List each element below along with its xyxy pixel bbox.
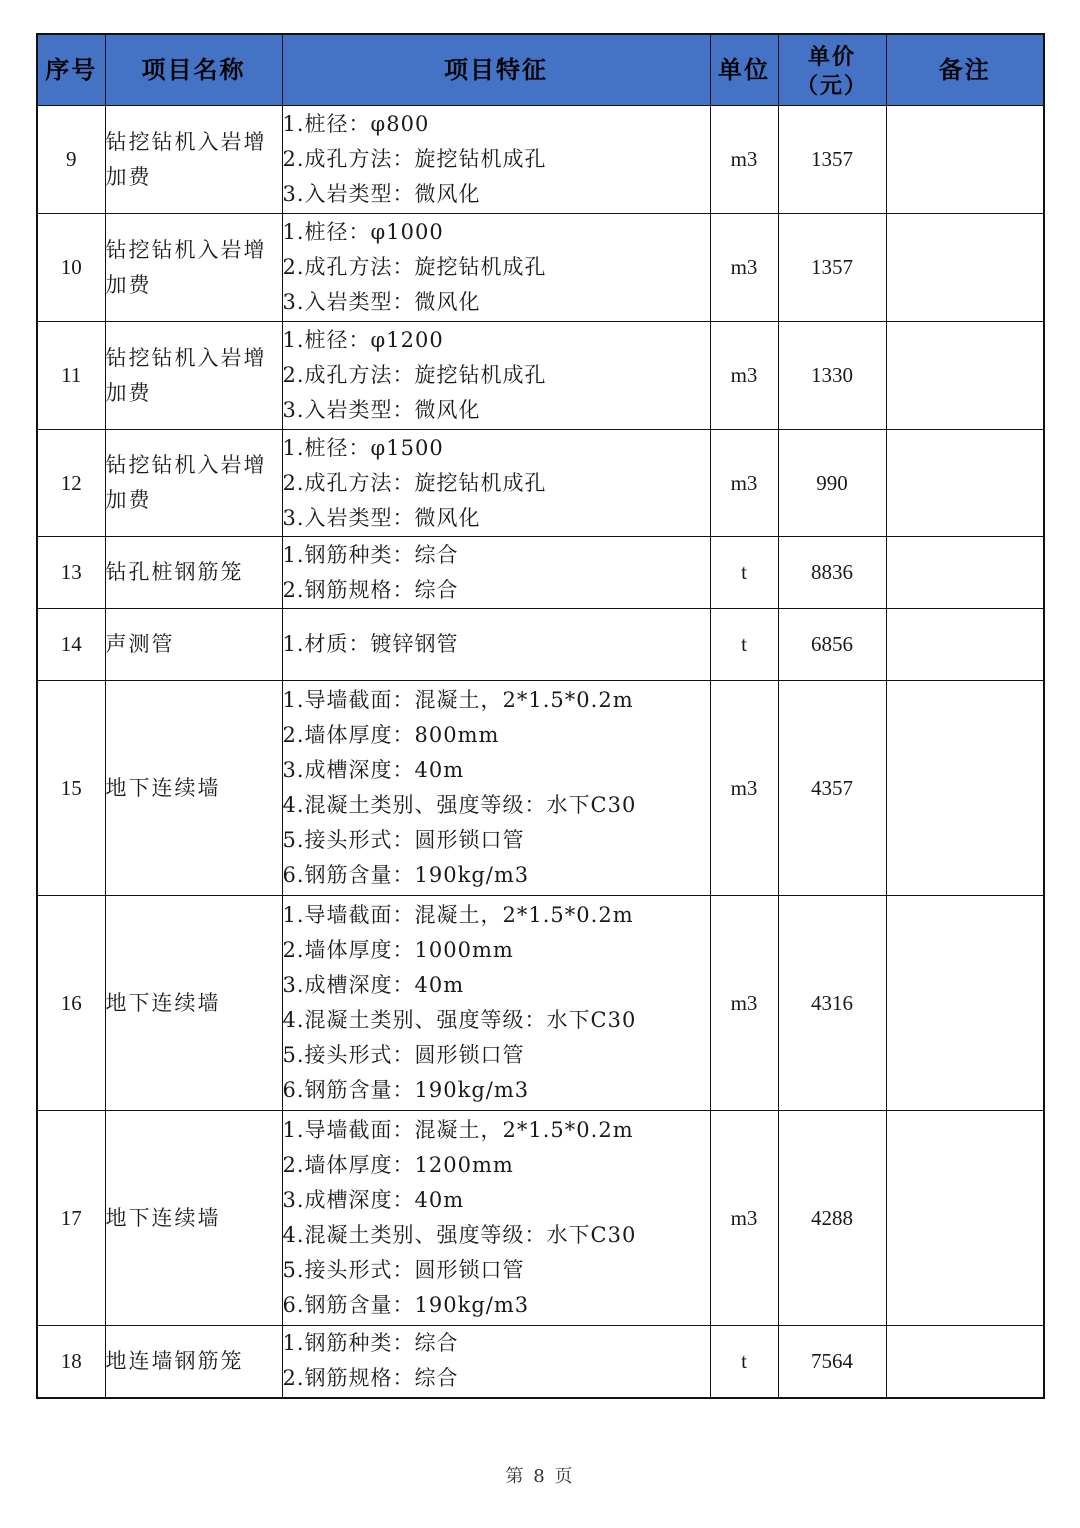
cell-features [282,1326,710,1398]
cell-features [282,322,710,430]
cell-remark [886,681,1044,896]
table-row [37,106,1044,214]
cell-seq: 11 [37,322,105,430]
table-row [37,681,1044,896]
feature-line: 2.成孔方法：旋挖钻机成孔 [282,363,547,387]
cell-remark [886,896,1044,1111]
cell-name: 地连墙钢筋笼 [105,1326,282,1398]
feature-line: 2.墙体厚度：1000mm [282,938,514,962]
table-row [37,537,1044,609]
cell-unit: m3 [710,1111,778,1326]
cell-price: 6856 [778,609,886,681]
price-table [36,33,1045,1399]
feature-line: 5.接头形式：圆形锁口管 [282,828,525,852]
page-number: 第 8 页 [505,1466,575,1487]
cell-name: 钻挖钻机入岩增加费 [105,430,282,537]
cell-price: 1330 [778,322,886,430]
cell-unit: m3 [710,322,778,430]
feature-line: 1.材质：镀锌钢管 [282,632,459,656]
cell-remark [886,430,1044,537]
cell-seq: 10 [37,214,105,322]
feature-line: 1.导墙截面：混凝土，2*1.5*0.2m [282,1118,634,1142]
table-row [37,214,1044,322]
cell-price: 4357 [778,681,886,896]
cell-seq: 12 [37,430,105,537]
cell-name: 钻孔桩钢筋笼 [105,537,282,609]
cell-remark [886,214,1044,322]
cell-name: 声测管 [105,609,282,681]
feature-line: 4.混凝土类别、强度等级：水下C30 [282,1223,637,1247]
table-row [37,896,1044,1111]
table-row [37,1111,1044,1326]
feature-line: 3.入岩类型：微风化 [282,182,481,206]
feature-line: 1.钢筋种类：综合 [282,1331,459,1356]
cell-seq: 18 [37,1326,105,1398]
feature-line: 2.成孔方法：旋挖钻机成孔 [282,470,547,495]
cell-seq: 15 [37,681,105,896]
cell-name: 钻挖钻机入岩增加费 [105,214,282,322]
cell-name: 地下连续墙 [105,681,282,896]
feature-line: 2.墙体厚度：800mm [282,723,500,747]
feature-line: 2.钢筋规格：综合 [282,577,459,602]
cell-unit: t [710,609,778,681]
feature-line: 6.钢筋含量：190kg/m3 [282,1078,530,1102]
cell-name: 地下连续墙 [105,1111,282,1326]
feature-line: 2.成孔方法：旋挖钻机成孔 [282,147,547,171]
cell-remark [886,537,1044,609]
table-row [37,609,1044,681]
feature-line: 3.入岩类型：微风化 [282,290,481,314]
table-body [37,106,1044,1398]
feature-line: 1.桩径：φ1200 [282,328,444,352]
cell-features [282,214,710,322]
cell-unit: m3 [710,896,778,1111]
cell-unit: m3 [710,106,778,214]
cell-unit: m3 [710,681,778,896]
feature-line: 1.桩径：φ1500 [282,435,444,460]
feature-line: 3.成槽深度：40m [282,1188,465,1212]
cell-price: 4288 [778,1111,886,1326]
table-row [37,430,1044,537]
header-unit: 单位 [710,34,778,106]
header-name: 项目名称 [105,34,282,106]
feature-line: 3.成槽深度：40m [282,758,465,782]
cell-name: 地下连续墙 [105,896,282,1111]
feature-line: 5.接头形式：圆形锁口管 [282,1043,525,1067]
cell-seq: 16 [37,896,105,1111]
cell-features [282,896,710,1111]
cell-seq: 13 [37,537,105,609]
cell-features [282,681,710,896]
cell-name: 钻挖钻机入岩增加费 [105,322,282,430]
cell-features [282,537,710,609]
feature-line: 1.桩径：φ800 [282,112,430,136]
cell-seq: 9 [37,106,105,214]
table-header [37,34,1044,106]
cell-seq: 14 [37,609,105,681]
header-remark: 备注 [886,34,1044,106]
cell-remark [886,1111,1044,1326]
cell-price: 4316 [778,896,886,1111]
feature-line: 1.钢筋种类：综合 [282,542,459,567]
feature-line: 1.桩径：φ1000 [282,220,444,244]
header-price [778,34,886,106]
feature-line: 6.钢筋含量：190kg/m3 [282,1293,530,1317]
cell-remark [886,609,1044,681]
cell-seq: 17 [37,1111,105,1326]
cell-remark [886,322,1044,430]
cell-price: 8836 [778,537,886,609]
feature-line: 3.成槽深度：40m [282,973,465,997]
cell-unit: t [710,537,778,609]
cell-remark [886,106,1044,214]
cell-unit: m3 [710,430,778,537]
feature-line: 5.接头形式：圆形锁口管 [282,1258,525,1282]
table-row [37,1326,1044,1398]
cell-features [282,430,710,537]
feature-line: 1.导墙截面：混凝土，2*1.5*0.2m [282,903,634,927]
header-price-label: 单价（元） [795,45,868,99]
feature-line: 2.成孔方法：旋挖钻机成孔 [282,255,547,279]
feature-line: 4.混凝土类别、强度等级：水下C30 [282,1008,637,1032]
feature-line: 3.入岩类型：微风化 [282,398,481,422]
feature-line: 6.钢筋含量：190kg/m3 [282,863,530,887]
cell-remark [886,1326,1044,1398]
cell-price: 1357 [778,106,886,214]
cell-features [282,1111,710,1326]
feature-line: 2.墙体厚度：1200mm [282,1153,514,1177]
feature-line: 4.混凝土类别、强度等级：水下C30 [282,793,637,817]
feature-line: 1.导墙截面：混凝土，2*1.5*0.2m [282,688,634,712]
header-seq: 序号 [37,34,105,106]
cell-features [282,609,710,681]
cell-features [282,106,710,214]
cell-unit: m3 [710,214,778,322]
cell-name: 钻挖钻机入岩增加费 [105,106,282,214]
cell-unit: t [710,1326,778,1398]
cell-price: 990 [778,430,886,537]
cell-price: 1357 [778,214,886,322]
header-row [37,34,1044,106]
feature-line: 3.入岩类型：微风化 [282,505,481,530]
cell-price: 7564 [778,1326,886,1398]
header-features: 项目特征 [282,34,710,106]
feature-line: 2.钢筋规格：综合 [282,1366,459,1391]
table-row [37,322,1044,430]
